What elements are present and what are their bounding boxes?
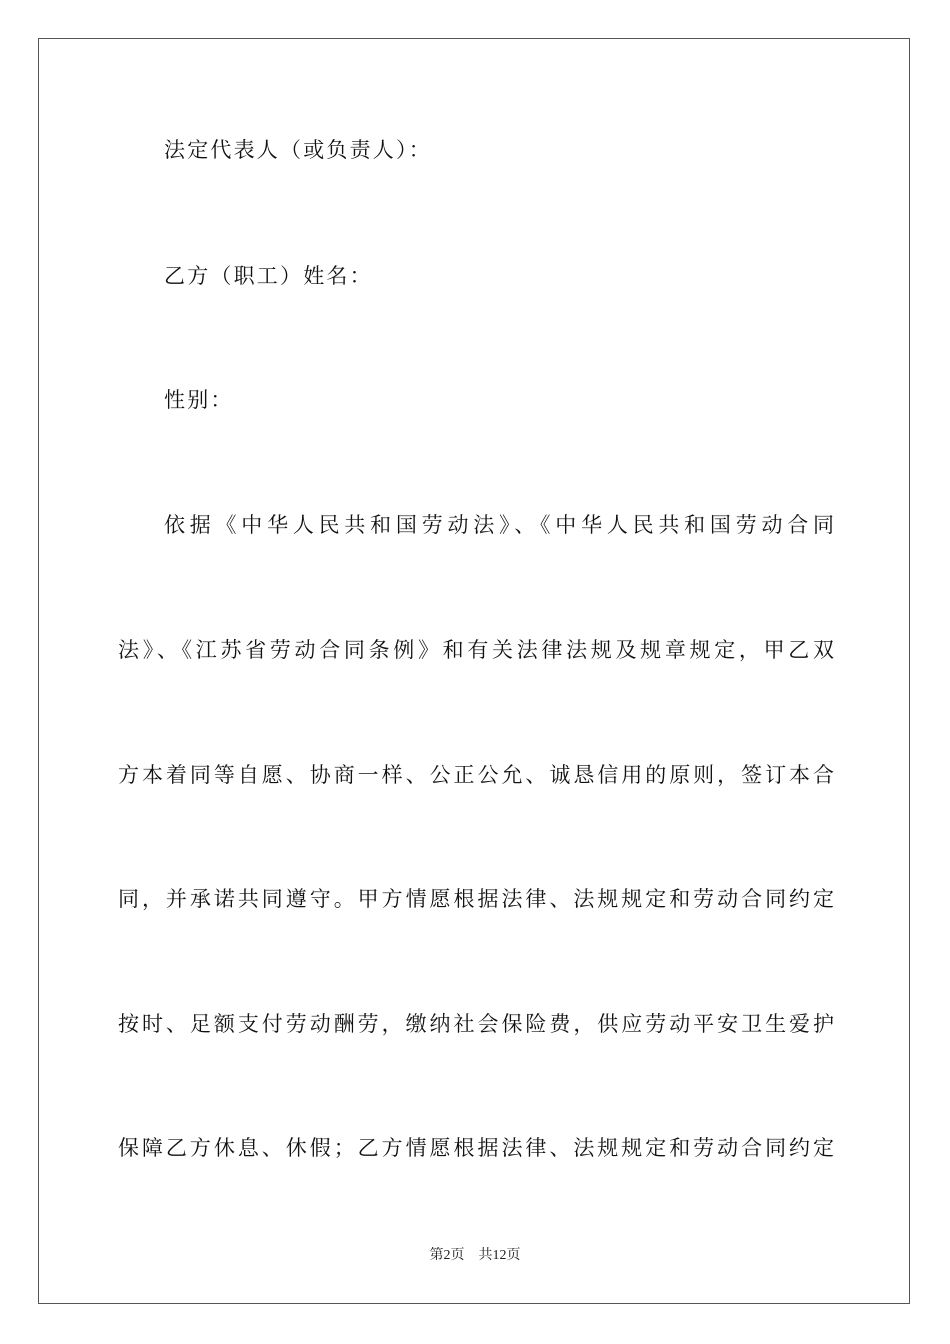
page-border (38, 38, 910, 1304)
paragraph-line-1: 依据《中华人民共和国劳动法》、《中华人民共和国劳动合同 (164, 513, 834, 537)
paragraph-line-3: 方本着同等自愿、协商一样、公正公允、诚恳信用的原则，签订本合 (118, 763, 834, 787)
paragraph-line-5: 按时、足额支付劳动酬劳，缴纳社会保险费，供应劳动平安卫生爱护 (118, 1012, 834, 1036)
line-legal-representative: 法定代表人（或负责人）： (164, 138, 432, 162)
paragraph-line-4: 同，并承诺共同遵守。甲方情愿根据法律、法规规定和劳动合同约定 (118, 887, 834, 911)
paragraph-line-6: 保障乙方休息、休假；乙方情愿根据法律、法规规定和劳动合同约定 (118, 1136, 834, 1160)
page-number-footer: 第2页 共12页 (429, 1248, 521, 1263)
paragraph-line-2: 法》、《江苏省劳动合同条例》和有关法律法规及规章规定，甲乙双 (118, 638, 834, 662)
line-party-b-name: 乙方（职工）姓名： (164, 264, 373, 288)
line-gender: 性别： (164, 388, 234, 412)
